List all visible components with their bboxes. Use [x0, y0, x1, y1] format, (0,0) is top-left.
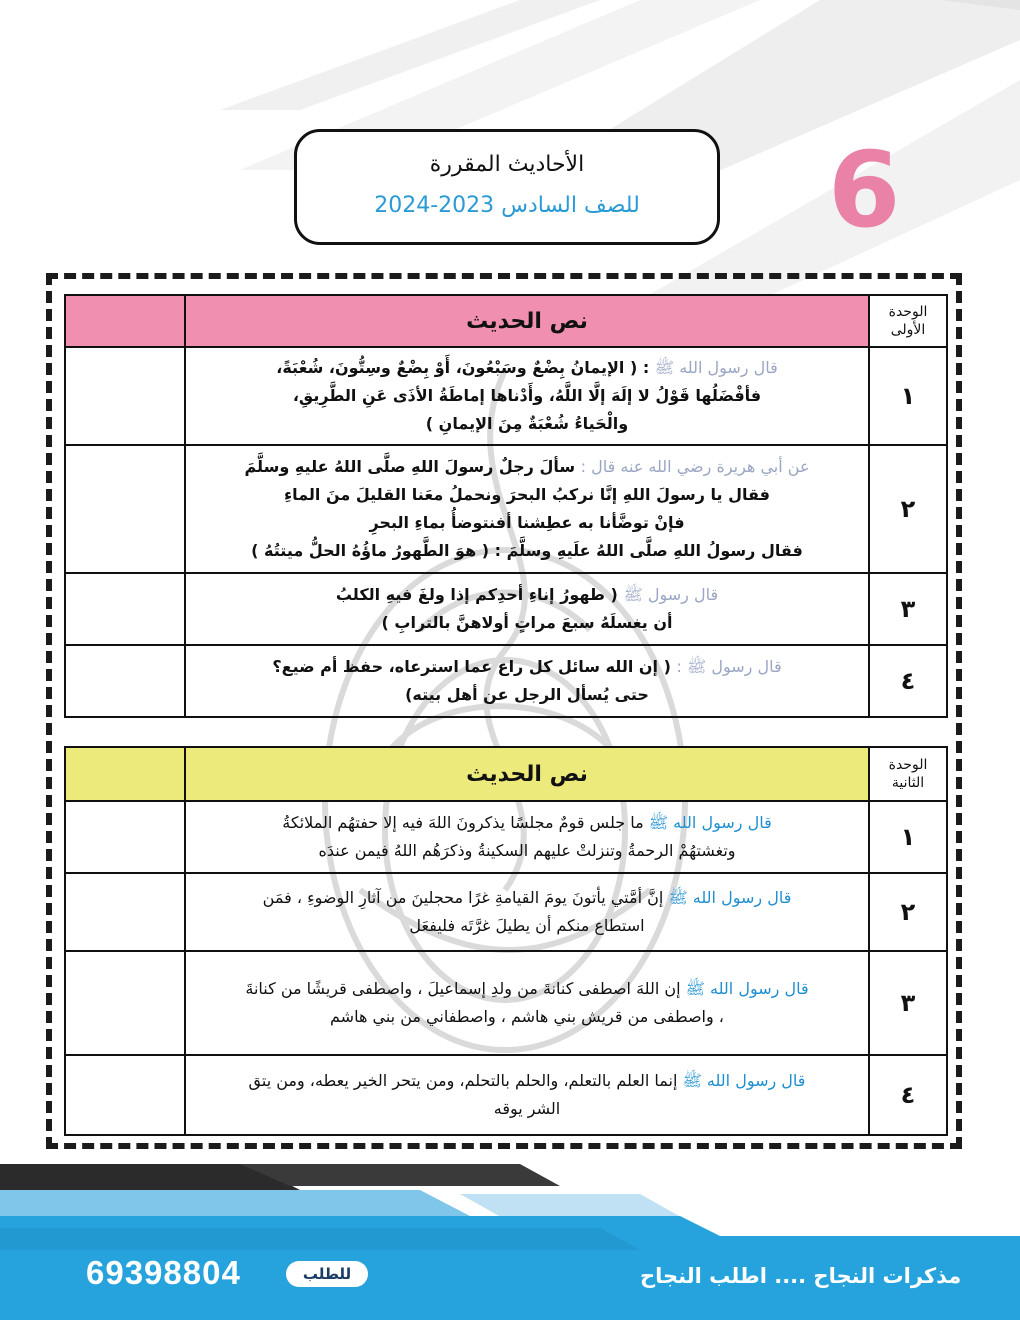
- hadith-intro: قال رسول الله ﷺ: [654, 358, 778, 377]
- row-number: ٣: [869, 951, 947, 1055]
- row-number: ٣: [869, 573, 947, 645]
- table-row: [65, 1055, 947, 1135]
- row-number: ٢: [869, 445, 947, 573]
- unit1-label: [869, 295, 947, 347]
- hadith-line: فأفْضَلُها قَوْلُ لا إلَهَ إلَّا اللَّهُ، وأَدْناها إماطَةُ الأذَى عَنِ الطَّرِيقِ،: [292, 386, 762, 405]
- hadith-intro: قال رسول ﷺ :: [676, 657, 782, 676]
- unit1-empty-header: [65, 295, 185, 347]
- hadith-line: سألَ رجلٌ رسولَ اللهِ صلَّى اللهُ عليهِ وسلَّمَ: [244, 457, 576, 476]
- hadith-line: فقال يا رسولَ اللهِ إنَّا نركبُ البحرَ ونحملُ معَنا القليلَ منَ الماءِ: [284, 485, 770, 504]
- empty-cell: [65, 445, 185, 573]
- hadith-line: أن يغسلَهُ سبعَ مراتٍ أولاهنَّ بالترابِ ): [381, 613, 673, 632]
- hadith-text: [185, 645, 869, 717]
- page-subtitle: للصف السادس 2023-2024: [374, 193, 640, 218]
- unit2-column-header: نص الحديث: [185, 747, 869, 801]
- hadith-line: حتى يُسأل الرجل عن أهل بيته): [405, 685, 649, 704]
- hadith-line: وتغشتهُمْ الرحمةُ وتنزلتْ عليهم السكينةُ وذكرَهُم اللهُ فيمن عندَه: [318, 841, 736, 860]
- unit2-empty-header: [65, 747, 185, 801]
- hadith-intro: قال رسول ﷺ: [623, 585, 719, 604]
- unit1-label-line1: الوحدة: [888, 304, 928, 320]
- unit1-column-header: نص الحديث: [185, 295, 869, 347]
- row-number: ٤: [869, 645, 947, 717]
- hadith-text: [185, 873, 869, 951]
- unit2-label: [869, 747, 947, 801]
- brand-slogan: مذكرات النجاح .... اطلب النجاح: [640, 1264, 962, 1288]
- hadith-intro: قال رسول الله ﷺ: [668, 888, 792, 907]
- hadith-line: إنَّ أمَّتي يأتونَ يومَ القيامةِ غرًا محجلينَ من آثارِ الوضوءِ ، فمَن: [262, 888, 664, 907]
- hadith-line: ما جلس قومٌ مجلسًا يذكرونَ اللهَ فيه إلا حفتهُم الملائكةُ: [282, 813, 644, 832]
- hadith-text: [185, 445, 869, 573]
- hadith-line: : ( الإيمانُ بِضْعٌ وسَبْعُونَ، أَوْ بِضْعٌ وسِتُّونَ، شُعْبَةً،: [276, 358, 650, 377]
- hadith-intro: عن أبي هريرة رضي الله عنه قال :: [580, 457, 810, 476]
- unit1-table: [64, 294, 948, 718]
- empty-cell: [65, 1055, 185, 1135]
- empty-cell: [65, 573, 185, 645]
- hadith-text: [185, 1055, 869, 1135]
- unit2-label-line1: الوحدة: [888, 757, 928, 773]
- footer-banner: [0, 1150, 1020, 1320]
- hadith-line: استطاع منكم أن يطيلَ غرَّتَه فليفعَل: [409, 916, 645, 935]
- hadith-line: فإنْ توضَّأنا به عطِشنا أفنتوضأُ بماءِ البحرِ: [369, 513, 685, 532]
- hadith-line: ( إن الله سائل كل راع عما استرعاه، حفظ أم ضيع؟: [272, 657, 671, 676]
- hadith-text: [185, 347, 869, 445]
- hadith-intro: قال رسول الله ﷺ: [682, 1071, 806, 1090]
- hadith-intro: قال رسول الله ﷺ: [685, 979, 809, 998]
- hadith-line: والْحَياءُ شُعْبَةٌ مِنَ الإيمانِ ): [425, 414, 629, 433]
- unit1-label-line2: الأولى: [890, 322, 926, 338]
- unit2-table: [64, 746, 948, 1136]
- hadith-text: [185, 801, 869, 873]
- empty-cell: [65, 347, 185, 445]
- row-number: ١: [869, 801, 947, 873]
- title-box: [294, 129, 720, 245]
- hadith-text: [185, 573, 869, 645]
- empty-cell: [65, 951, 185, 1055]
- table-row: [65, 645, 947, 717]
- hadith-intro: قال رسول الله ﷺ: [648, 813, 772, 832]
- empty-cell: [65, 873, 185, 951]
- table-row: [65, 445, 947, 573]
- hadith-line: ، واصطفى من قريش بني هاشم ، واصطفاني من بني هاشم: [330, 1007, 724, 1026]
- table-row: [65, 801, 947, 873]
- row-number: ١: [869, 347, 947, 445]
- table-row: [65, 347, 947, 445]
- empty-cell: [65, 645, 185, 717]
- hadith-line: فقال رسولُ اللهِ صلَّى اللهُ علَيهِ وسلَّمَ : ( هوَ الطَّهورُ ماؤُهُ الحلُّ ميتتُهُ ): [251, 541, 803, 560]
- hadith-line: الشر يوقه: [493, 1099, 561, 1118]
- hadith-line: إنما العلم بالتعلم، والحلم بالتحلم، ومن يتحر الخير يعطه، ومن يتق: [248, 1071, 678, 1090]
- order-label: للطلب: [286, 1261, 368, 1287]
- phone-number: 69398804: [86, 1254, 241, 1291]
- page-title: الأحاديث المقررة: [429, 152, 585, 177]
- table-row: [65, 573, 947, 645]
- row-number: ٢: [869, 873, 947, 951]
- table-row: [65, 951, 947, 1055]
- row-number: ٤: [869, 1055, 947, 1135]
- empty-cell: [65, 801, 185, 873]
- hadith-text: [185, 951, 869, 1055]
- unit2-label-line2: الثانية: [891, 775, 925, 791]
- page-number: 6: [828, 129, 901, 251]
- hadith-line: إن اللهَ اصطفى كنانةَ من ولدِ إسماعيلَ ، واصطفى قريشًا من كنانةَ: [245, 979, 681, 998]
- table-row: [65, 873, 947, 951]
- hadith-line: ( طهورُ إناءِ أحدِكم إذا ولغَ فيهِ الكلبُ: [335, 585, 618, 604]
